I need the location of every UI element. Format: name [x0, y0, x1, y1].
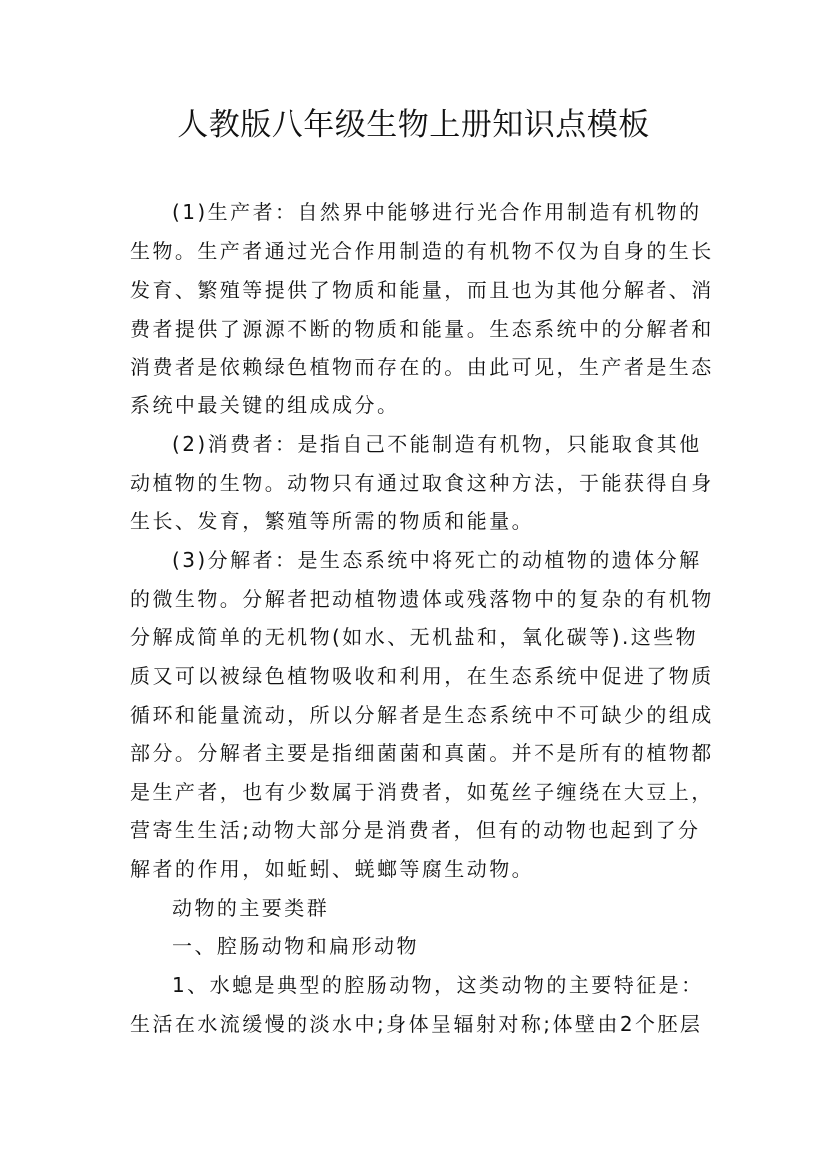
text-line: 系统中最关键的组成成分。: [130, 393, 400, 417]
section-heading: 动物的主要类群: [172, 896, 330, 920]
text-line: 是生产者，也有少数属于消费者，如菟丝子缠绕在大豆上，: [130, 780, 714, 804]
text-line: (1)生产者：自然界中能够进行光合作用制造有机物的: [172, 200, 702, 224]
text-line: 生活在水流缓慢的淡水中;身体呈辐射对称;体壁由2个胚层: [130, 1012, 703, 1036]
document-title: 人教版八年级生物上册知识点模板: [177, 107, 650, 143]
section-heading: 一、腔肠动物和扁形动物: [172, 934, 419, 958]
text-line: 质又可以被绿色植物吸收和利用，在生态系统中促进了物质: [130, 664, 714, 688]
text-line: 营寄生生活;动物大部分是消费者，但有的动物也起到了分: [130, 818, 701, 842]
text-line: 生长、发育，繁殖等所需的物质和能量。: [130, 509, 535, 533]
text-line: 的微生物。分解者把动植物遗体或残落物中的复杂的有机物: [130, 587, 714, 611]
text-line: 动植物的生物。动物只有通过取食这种方法，于能获得自身: [130, 471, 714, 495]
text-line: (3)分解者：是生态系统中将死亡的动植物的遗体分解: [172, 548, 702, 572]
text-line: 费者提供了源源不断的物质和能量。生态系统中的分解者和: [130, 317, 714, 341]
text-line: 消费者是依赖绿色植物而存在的。由此可见，生产者是生态: [130, 355, 714, 379]
text-line: 1、水螅是典型的腔肠动物，这类动物的主要特征是：: [172, 973, 704, 997]
text-line: 循环和能量流动，所以分解者是生态系统中不可缺少的组成: [130, 703, 714, 727]
text-line: 分解成简单的无机物(如水、无机盐和，氧化碳等).这些物: [130, 625, 699, 649]
text-line: 发育、繁殖等提供了物质和能量，而且也为其他分解者、消: [130, 278, 714, 302]
text-line: 解者的作用，如蚯蚓、蜣螂等腐生动物。: [130, 857, 535, 881]
text-line: 生物。生产者通过光合作用制造的有机物不仅为自身的生长: [130, 239, 714, 263]
text-line: (2)消费者：是指自己不能制造有机物，只能取食其他: [172, 432, 702, 456]
text-line: 部分。分解者主要是指细菌菌和真菌。并不是所有的植物都: [130, 741, 714, 765]
